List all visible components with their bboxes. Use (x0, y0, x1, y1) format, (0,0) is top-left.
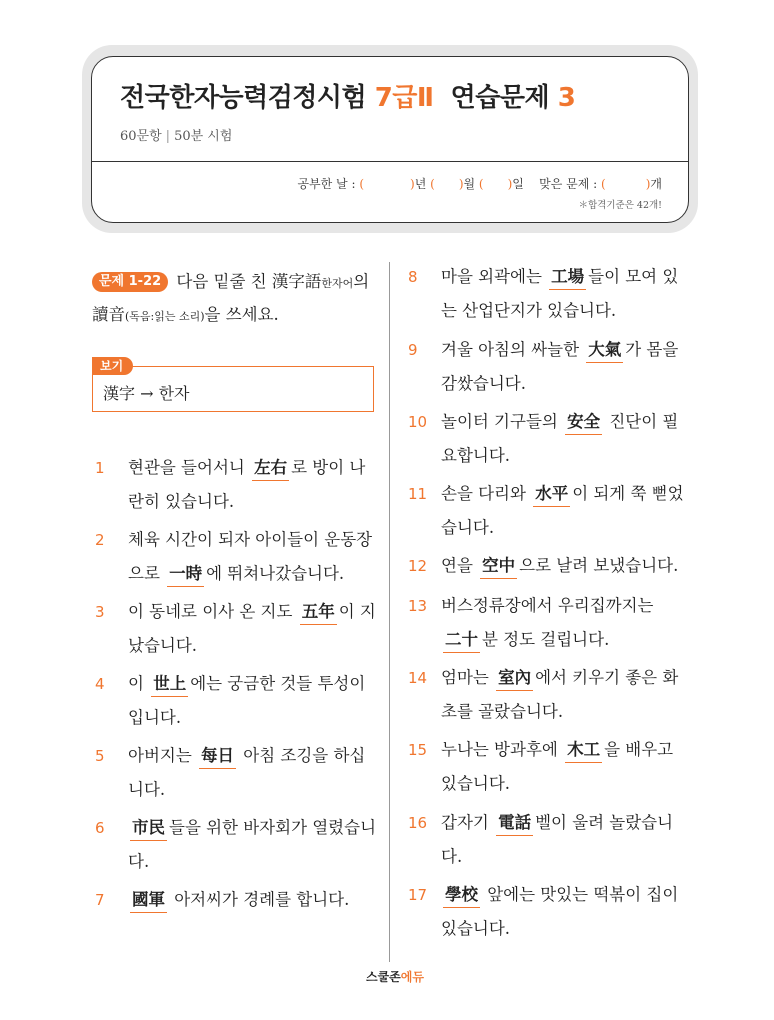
count-paren-close: ) (645, 177, 651, 191)
month-paren-close: ) (458, 177, 464, 191)
question-17 (408, 878, 691, 946)
underlined-hanja: 工場 (549, 265, 586, 290)
title-grade: 7급Ⅱ (374, 83, 434, 113)
instruction-reading-gloss: (독음:읽는 소리) (125, 310, 205, 323)
month-label: 월 (463, 177, 476, 191)
question-text-pre: 누나는 방과후에 (441, 740, 564, 759)
question-5 (95, 739, 377, 807)
underlined-hanja: 一時 (167, 562, 204, 587)
month-paren-open: ( (430, 177, 435, 191)
instruction-hanja-gloss: 한자어 (321, 277, 354, 290)
instruction-text-3: 을 쓰세요. (204, 305, 279, 324)
question-text-post: 벨이 울려 놀랐습니다. (441, 813, 674, 866)
day-label: 일 (512, 177, 524, 191)
question-text-pre: 마을 외곽에는 (441, 267, 548, 286)
underlined-hanja: 二十 (443, 628, 480, 653)
question-12 (408, 549, 691, 583)
column-separator (389, 262, 390, 962)
question-number: 6 (95, 819, 105, 837)
logo-part-1: 스쿨존 (366, 970, 401, 984)
question-number: 10 (408, 413, 428, 431)
title-main: 전국한자능력검정시험 (120, 83, 375, 113)
underlined-hanja: 大氣 (586, 338, 623, 363)
count-unit: 개 (650, 177, 662, 191)
question-9 (408, 333, 691, 401)
question-text-post: 에 뛰쳐나갔습니다. (206, 564, 345, 583)
question-text-post: 분 정도 걸립니다. (482, 630, 610, 649)
header-card (91, 56, 689, 223)
question-number: 8 (408, 268, 418, 286)
question-text-pre: 현관을 들어서니 (128, 458, 251, 477)
question-14 (408, 661, 691, 729)
question-text-post: 에서 키우기 좋은 화초를 골랐습니다. (441, 668, 679, 721)
question-text-post: 에는 궁금한 것들 투성이입니다. (128, 674, 366, 727)
item-count: 60문항 (120, 129, 162, 144)
question-text-pre: 놀이터 기구들의 (441, 412, 564, 431)
example-box (92, 359, 374, 412)
question-number: 15 (408, 741, 428, 759)
question-text-post: 으로 날려 보냈습니다. (519, 556, 679, 575)
question-15 (408, 733, 691, 801)
count-paren-open: ( (601, 177, 606, 191)
question-6 (95, 811, 377, 879)
underlined-hanja: 水平 (533, 482, 570, 507)
question-number: 9 (408, 341, 418, 359)
pass-criteria-note: ＊합격기준은 42개! (578, 200, 662, 211)
logo-part-2: 에듀 (400, 970, 424, 984)
question-7 (95, 883, 377, 917)
instruction-text-1: 다음 밑줄 친 (171, 272, 272, 291)
question-text-pre: 체육 시간이 되자 아이들이 운동장으로 (128, 530, 373, 583)
underlined-hanja: 空中 (480, 554, 517, 579)
question-number: 7 (95, 891, 105, 909)
instruction (92, 266, 377, 332)
question-text-pre: 버스정류장에서 우리집까지는 (441, 596, 654, 615)
question-8 (408, 260, 691, 328)
question-text-post: 진단이 필요합니다. (441, 412, 679, 465)
question-text-post: 을 배우고 있습니다. (441, 740, 674, 793)
example-tab: 보기 (92, 357, 133, 375)
test-info (120, 125, 232, 144)
instruction-reading: 讀音 (92, 305, 125, 324)
day-paren-close: ) (507, 177, 513, 191)
question-text-pre: 연을 (441, 556, 479, 575)
underlined-hanja: 電話 (496, 811, 533, 836)
question-text-post: 아침 조깅을 하십니다. (128, 746, 366, 799)
question-number: 12 (408, 557, 428, 575)
question-text-post: 가 몸을 감쌌습니다. (441, 340, 679, 393)
year-paren-open: ( (359, 177, 365, 191)
question-1 (95, 451, 377, 519)
underlined-hanja: 木工 (565, 738, 602, 763)
instruction-hanja: 漢字語 (271, 272, 322, 291)
underlined-hanja: 世上 (151, 672, 188, 697)
underlined-hanja: 市民 (130, 816, 167, 841)
question-text-pre: 이 (128, 674, 150, 693)
day-paren-open: ( (478, 177, 484, 191)
question-text-post: 로 방이 나란히 있습니다. (128, 458, 366, 511)
question-text-pre: 이 동네로 이사 온 지도 (128, 602, 298, 621)
question-text-pre: 아버지는 (128, 746, 198, 765)
title-number: 3 (557, 83, 576, 113)
question-text-pre: 엄마는 (441, 668, 495, 687)
question-text-pre: 겨울 아침의 싸늘한 (441, 340, 585, 359)
question-number: 11 (408, 485, 428, 503)
question-text-pre: 손을 다리와 (441, 484, 532, 503)
info-separator: | (165, 129, 171, 144)
instruction-text-2: 의 (353, 272, 375, 291)
question-range-badge: 문제 1-22 (92, 272, 168, 292)
question-number: 2 (95, 531, 105, 549)
question-text-post: 이 지났습니다. (128, 602, 376, 655)
question-text-post: 이 되게 쭉 뻗었습니다. (441, 484, 684, 537)
question-10 (408, 405, 691, 473)
underlined-hanja: 學校 (443, 883, 480, 908)
question-number: 17 (408, 886, 428, 904)
underlined-hanja: 左右 (252, 456, 289, 481)
underlined-hanja: 國軍 (130, 888, 167, 913)
underlined-hanja: 五年 (300, 600, 337, 625)
year-paren-close: ) (410, 177, 415, 191)
question-number: 16 (408, 814, 428, 832)
question-number: 13 (408, 597, 428, 615)
question-text-post: 아저씨가 경례를 합니다. (169, 890, 350, 909)
question-text-post: 들을 위한 바자회가 열렸습니다. (128, 818, 377, 871)
correct-count-label: 맞은 문제 : (539, 177, 598, 191)
question-text-post: 앞에는 맛있는 떡볶이 집이 있습니다. (441, 885, 679, 938)
question-number: 3 (95, 603, 105, 621)
underlined-hanja: 安全 (565, 410, 602, 435)
publisher-logo (366, 968, 424, 985)
study-date-label: 공부한 날 : (297, 177, 356, 191)
page-title (120, 77, 575, 114)
study-record-line (297, 175, 662, 192)
question-11 (408, 477, 691, 545)
question-number: 5 (95, 747, 105, 765)
underlined-hanja: 室內 (496, 666, 533, 691)
underlined-hanja: 每日 (199, 744, 236, 769)
question-4 (95, 667, 377, 735)
header-divider (92, 161, 688, 162)
question-number: 1 (95, 459, 105, 477)
title-practice: 연습문제 (433, 83, 558, 113)
time-limit: 50분 시험 (174, 129, 233, 144)
question-text-post: 들이 모여 있는 산업단지가 있습니다. (441, 267, 679, 320)
year-label: 년 (414, 177, 427, 191)
question-text-pre: 갑자기 (441, 813, 495, 832)
question-2 (95, 523, 377, 591)
question-16 (408, 806, 691, 874)
question-number: 4 (95, 675, 105, 693)
question-13 (408, 589, 691, 657)
question-number: 14 (408, 669, 428, 687)
question-3 (95, 595, 377, 663)
example-text: 漢字 → 한자 (103, 384, 190, 403)
